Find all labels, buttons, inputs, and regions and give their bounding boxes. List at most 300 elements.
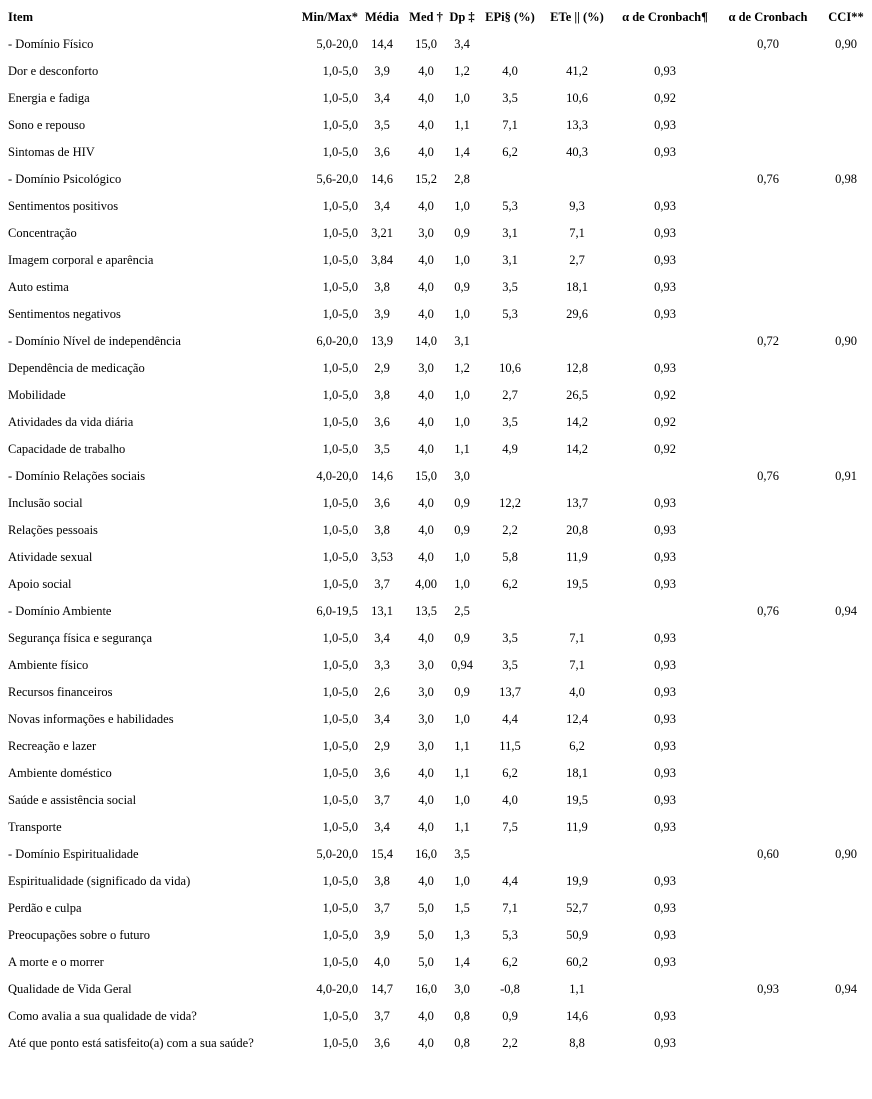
cell-epi: 5,8: [502, 550, 518, 564]
cell-med: 3,0: [418, 361, 434, 375]
cell-cci: [818, 274, 872, 301]
cell-minmax: 1,0-5,0: [322, 577, 358, 591]
cell-media: 3,3: [374, 658, 390, 672]
cell-alpha1: 0,92: [654, 442, 676, 456]
header-minmax: Min/Max*: [301, 10, 358, 24]
cell-item: Sentimentos positivos: [8, 199, 119, 213]
cell-item: Inclusão social: [8, 496, 83, 510]
cell-alpha2: [718, 220, 818, 247]
header-alpha-item: α de Cronbach¶: [622, 10, 708, 24]
cell-minmax: 1,0-5,0: [322, 361, 358, 375]
cell-cci: 0,90: [835, 334, 857, 348]
table-row-domain: [4, 463, 872, 490]
table-row: [4, 490, 872, 517]
cell-dp: 0,8: [454, 1036, 470, 1050]
cell-dp: 1,0: [454, 712, 470, 726]
cell-minmax: 1,0-5,0: [322, 388, 358, 402]
cell-media: 3,7: [374, 1009, 390, 1023]
cell-ete: 7,1: [569, 631, 585, 645]
cell-dp: 1,1: [454, 442, 470, 456]
cell-med: 5,0: [418, 901, 434, 915]
cell-media: 2,6: [374, 685, 390, 699]
cell-alpha1: 0,92: [654, 415, 676, 429]
cell-epi: 7,1: [502, 118, 518, 132]
cell-minmax: 1,0-5,0: [322, 91, 358, 105]
cell-cci: [818, 652, 872, 679]
cell-cci: [818, 220, 872, 247]
cell-minmax: 1,0-5,0: [322, 199, 358, 213]
cell-item: Qualidade de Vida Geral: [8, 982, 132, 996]
cell-minmax: 4,0-20,0: [316, 982, 358, 996]
cell-ete: 13,7: [566, 496, 588, 510]
cell-alpha1: 0,92: [654, 388, 676, 402]
cell-alpha2: [718, 247, 818, 274]
cell-alpha1: 0,93: [654, 280, 676, 294]
cell-alpha2: 0,70: [757, 37, 779, 51]
cell-minmax: 1,0-5,0: [322, 685, 358, 699]
cell-epi: 5,3: [502, 199, 518, 213]
cell-cci: 0,94: [835, 604, 857, 618]
cell-alpha1: 0,93: [654, 1009, 676, 1023]
table-row-domain: [4, 598, 872, 625]
cell-med: 16,0: [415, 982, 437, 996]
table-row: [4, 517, 872, 544]
cell-dp: 1,0: [454, 550, 470, 564]
cell-alpha2: [718, 517, 818, 544]
table-row: [4, 193, 872, 220]
cell-cci: [818, 247, 872, 274]
cell-epi: 2,2: [502, 523, 518, 537]
cell-minmax: 1,0-5,0: [322, 901, 358, 915]
cell-minmax: 5,0-20,0: [316, 847, 358, 861]
cell-dp: 1,0: [454, 793, 470, 807]
cell-cci: [818, 868, 872, 895]
cell-item: - Domínio Psicológico: [8, 172, 122, 186]
cell-minmax: 1,0-5,0: [322, 145, 358, 159]
cell-alpha2: 0,72: [757, 334, 779, 348]
cell-cci: [818, 490, 872, 517]
cell-alpha1: 0,93: [654, 631, 676, 645]
table-row: [4, 787, 872, 814]
cell-ete: 26,5: [566, 388, 588, 402]
cell-item: A morte e o morrer: [8, 955, 104, 969]
cell-med: 4,0: [418, 496, 434, 510]
cell-minmax: 1,0-5,0: [322, 307, 358, 321]
cell-alpha2: [718, 895, 818, 922]
cell-media: 3,21: [371, 226, 393, 240]
cell-minmax: 1,0-5,0: [322, 550, 358, 564]
table-row-domain: [4, 841, 872, 868]
cell-med: 4,0: [418, 145, 434, 159]
cell-dp: 1,0: [454, 388, 470, 402]
cell-alpha1: 0,93: [654, 793, 676, 807]
cell-alpha1: 0,93: [654, 361, 676, 375]
cell-minmax: 4,0-20,0: [316, 469, 358, 483]
cell-ete: 50,9: [566, 928, 588, 942]
cell-dp: 3,0: [454, 469, 470, 483]
cell-med: 4,0: [418, 64, 434, 78]
cell-dp: 1,1: [454, 118, 470, 132]
cell-media: 3,4: [374, 199, 390, 213]
cell-med: 15,2: [415, 172, 437, 186]
cell-epi: 7,5: [502, 820, 518, 834]
cell-med: 4,0: [418, 1009, 434, 1023]
cell-alpha2: [718, 814, 818, 841]
cell-cci: [818, 193, 872, 220]
cell-epi: 6,2: [502, 145, 518, 159]
cell-med: 3,0: [418, 739, 434, 753]
cell-minmax: 1,0-5,0: [322, 928, 358, 942]
cell-alpha2: [718, 1030, 818, 1057]
cell-cci: [818, 355, 872, 382]
cell-epi: 6,2: [502, 955, 518, 969]
cell-media: 3,6: [374, 496, 390, 510]
cell-med: 4,0: [418, 631, 434, 645]
cell-med: 4,0: [418, 442, 434, 456]
cell-media: 3,9: [374, 928, 390, 942]
table-row: [4, 922, 872, 949]
table-row: [4, 571, 872, 598]
cell-epi: 3,5: [502, 658, 518, 672]
cell-item: Auto estima: [8, 280, 69, 294]
cell-minmax: 1,0-5,0: [322, 253, 358, 267]
cell-item: Segurança física e segurança: [8, 631, 153, 645]
header-cci: CCI**: [828, 10, 864, 24]
cell-cci: 0,98: [835, 172, 857, 186]
cell-alpha2: [718, 625, 818, 652]
cell-alpha1: 0,93: [654, 739, 676, 753]
cell-alpha2: [718, 949, 818, 976]
cell-cci: [818, 625, 872, 652]
header-med: Med †: [409, 10, 443, 24]
cell-item: - Domínio Espiritualidade: [8, 847, 139, 861]
cell-item: Sentimentos negativos: [8, 307, 121, 321]
cell-media: 4,0: [374, 955, 390, 969]
cell-item: Novas informações e habilidades: [8, 712, 174, 726]
cell-dp: 1,2: [454, 64, 470, 78]
cell-dp: 1,1: [454, 820, 470, 834]
cell-epi: 6,2: [502, 577, 518, 591]
cell-item: Como avalia a sua qualidade de vida?: [8, 1009, 197, 1023]
cell-cci: [818, 571, 872, 598]
cell-dp: 1,5: [454, 901, 470, 915]
cell-alpha1: 0,93: [654, 901, 676, 915]
cell-alpha2: [718, 85, 818, 112]
cell-item: Concentração: [8, 226, 77, 240]
cell-item: Dor e desconforto: [8, 64, 99, 78]
cell-alpha1: 0,93: [654, 577, 676, 591]
cell-alpha1: [612, 976, 718, 1003]
cell-ete: 7,1: [569, 658, 585, 672]
cell-alpha2: [718, 652, 818, 679]
cell-cci: [818, 436, 872, 463]
cell-media: 15,4: [371, 847, 393, 861]
table-row-domain: [4, 31, 872, 58]
cell-ete: 20,8: [566, 523, 588, 537]
cell-alpha1: 0,93: [654, 928, 676, 942]
cell-item: - Domínio Relações sociais: [8, 469, 146, 483]
cell-alpha1: 0,93: [654, 64, 676, 78]
cell-cci: [818, 895, 872, 922]
cell-epi: -0,8: [500, 982, 520, 996]
cell-minmax: 6,0-19,5: [316, 604, 358, 618]
cell-epi: [478, 166, 542, 193]
table-row: [4, 247, 872, 274]
cell-epi: [478, 598, 542, 625]
cell-epi: 10,6: [499, 361, 521, 375]
cell-alpha2: [718, 193, 818, 220]
cell-media: 3,5: [374, 442, 390, 456]
cell-ete: 41,2: [566, 64, 588, 78]
cell-med: 4,0: [418, 523, 434, 537]
cell-item: Saúde e assistência social: [8, 793, 137, 807]
header-ete: ETe || (%): [550, 10, 604, 24]
cell-cci: [818, 139, 872, 166]
cell-alpha2: [718, 355, 818, 382]
cell-item: Dependência de medicação: [8, 361, 145, 375]
cell-media: 3,7: [374, 793, 390, 807]
cell-ete: 4,0: [569, 685, 585, 699]
cell-ete: 6,2: [569, 739, 585, 753]
cell-cci: [818, 382, 872, 409]
cell-alpha2: [718, 436, 818, 463]
cell-epi: 4,0: [502, 793, 518, 807]
cell-item: Atividades da vida diária: [8, 415, 134, 429]
cell-ete: 12,8: [566, 361, 588, 375]
table-row-domain: [4, 328, 872, 355]
cell-alpha1: 0,93: [654, 1036, 676, 1050]
cell-item: Transporte: [8, 820, 62, 834]
cell-cci: [818, 949, 872, 976]
cell-alpha2: 0,76: [757, 469, 779, 483]
cell-med: 4,0: [418, 91, 434, 105]
cell-alpha1: [612, 598, 718, 625]
cell-media: 3,8: [374, 874, 390, 888]
table-row: [4, 301, 872, 328]
cell-cci: [818, 922, 872, 949]
cell-minmax: 1,0-5,0: [322, 766, 358, 780]
cell-med: 4,0: [418, 766, 434, 780]
cell-alpha2: [718, 544, 818, 571]
cell-med: 3,0: [418, 226, 434, 240]
cell-alpha1: 0,93: [654, 496, 676, 510]
cell-alpha1: [612, 328, 718, 355]
cell-epi: 2,2: [502, 1036, 518, 1050]
cell-epi: 3,5: [502, 91, 518, 105]
cell-media: 3,6: [374, 145, 390, 159]
cell-minmax: 1,0-5,0: [322, 820, 358, 834]
cell-epi: 2,7: [502, 388, 518, 402]
cell-dp: 1,2: [454, 361, 470, 375]
table-row: [4, 652, 872, 679]
cell-minmax: 1,0-5,0: [322, 64, 358, 78]
cell-minmax: 1,0-5,0: [322, 739, 358, 753]
cell-med: 4,0: [418, 874, 434, 888]
cell-dp: 3,1: [454, 334, 470, 348]
header-dp: Dp ‡: [449, 10, 475, 24]
cell-epi: [478, 328, 542, 355]
cell-alpha1: 0,93: [654, 955, 676, 969]
cell-cci: [818, 787, 872, 814]
header-item: Item: [8, 10, 33, 24]
table-row: [4, 355, 872, 382]
cell-media: 3,9: [374, 64, 390, 78]
cell-dp: 0,9: [454, 523, 470, 537]
cell-ete: 2,7: [569, 253, 585, 267]
cell-dp: 1,0: [454, 307, 470, 321]
cell-alpha2: [718, 139, 818, 166]
table-row: [4, 733, 872, 760]
cell-med: 3,0: [418, 712, 434, 726]
cell-alpha2: 0,76: [757, 172, 779, 186]
cell-cci: [818, 760, 872, 787]
cell-med: 4,0: [418, 388, 434, 402]
cell-med: 13,5: [415, 604, 437, 618]
cell-alpha1: 0,93: [654, 199, 676, 213]
cell-alpha2: [718, 58, 818, 85]
cell-cci: [818, 1030, 872, 1057]
cell-dp: 0,9: [454, 496, 470, 510]
cell-media: 13,9: [371, 334, 393, 348]
cell-minmax: 1,0-5,0: [322, 442, 358, 456]
cell-cci: [818, 517, 872, 544]
cell-ete: [542, 463, 612, 490]
cell-med: 4,0: [418, 253, 434, 267]
cell-media: 3,4: [374, 712, 390, 726]
cell-alpha1: 0,93: [654, 523, 676, 537]
cell-item: Ambiente doméstico: [8, 766, 112, 780]
table-row: [4, 409, 872, 436]
cell-alpha2: 0,76: [757, 604, 779, 618]
cell-cci: [818, 85, 872, 112]
cell-ete: 11,9: [566, 820, 588, 834]
cell-ete: 12,4: [566, 712, 588, 726]
cell-dp: 1,0: [454, 577, 470, 591]
cell-minmax: 5,6-20,0: [316, 172, 358, 186]
cell-alpha2: [718, 733, 818, 760]
cell-item: Preocupações sobre o futuro: [8, 928, 150, 942]
table-row: [4, 949, 872, 976]
cell-ete: 29,6: [566, 307, 588, 321]
cell-dp: 1,0: [454, 91, 470, 105]
cell-media: 3,7: [374, 577, 390, 591]
cell-media: 14,7: [371, 982, 393, 996]
cell-item: Recursos financeiros: [8, 685, 113, 699]
cell-media: 3,53: [371, 550, 393, 564]
cell-ete: 19,9: [566, 874, 588, 888]
cell-media: 3,7: [374, 901, 390, 915]
cell-dp: 3,4: [454, 37, 470, 51]
cell-ete: 14,2: [566, 415, 588, 429]
cell-ete: 52,7: [566, 901, 588, 915]
table-body: [4, 31, 872, 1057]
cell-alpha2: [718, 1003, 818, 1030]
cell-item: Perdão e culpa: [8, 901, 82, 915]
results-table: [4, 4, 872, 1057]
cell-epi: 4,0: [502, 64, 518, 78]
cell-cci: [818, 733, 872, 760]
cell-cci: [818, 679, 872, 706]
cell-dp: 0,9: [454, 226, 470, 240]
cell-dp: 3,0: [454, 982, 470, 996]
cell-epi: 11,5: [499, 739, 521, 753]
cell-minmax: 1,0-5,0: [322, 226, 358, 240]
cell-media: 3,8: [374, 280, 390, 294]
cell-alpha1: 0,93: [654, 118, 676, 132]
cell-epi: 6,2: [502, 766, 518, 780]
cell-item: Imagem corporal e aparência: [8, 253, 154, 267]
cell-med: 16,0: [415, 847, 437, 861]
cell-dp: 1,1: [454, 739, 470, 753]
cell-med: 4,0: [418, 415, 434, 429]
cell-epi: 3,1: [502, 253, 518, 267]
cell-item: Espiritualidade (significado da vida): [8, 874, 191, 888]
cell-epi: 5,3: [502, 307, 518, 321]
cell-alpha1: 0,93: [654, 712, 676, 726]
cell-dp: 1,4: [454, 955, 470, 969]
cell-epi: 7,1: [502, 901, 518, 915]
cell-dp: 1,3: [454, 928, 470, 942]
cell-epi: 12,2: [499, 496, 521, 510]
cell-cci: [818, 58, 872, 85]
cell-alpha2: [718, 760, 818, 787]
cell-minmax: 1,0-5,0: [322, 712, 358, 726]
cell-minmax: 1,0-5,0: [322, 955, 358, 969]
cell-ete: 18,1: [566, 766, 588, 780]
cell-dp: 1,0: [454, 874, 470, 888]
cell-dp: 0,9: [454, 280, 470, 294]
cell-med: 4,0: [418, 1036, 434, 1050]
cell-media: 14,4: [371, 37, 393, 51]
cell-item: Ambiente físico: [8, 658, 89, 672]
cell-dp: 1,0: [454, 199, 470, 213]
cell-epi: 3,5: [502, 415, 518, 429]
table-row: [4, 814, 872, 841]
cell-alpha2: [718, 274, 818, 301]
cell-epi: 0,9: [502, 1009, 518, 1023]
cell-dp: 3,5: [454, 847, 470, 861]
cell-media: 3,84: [371, 253, 393, 267]
cell-ete: 40,3: [566, 145, 588, 159]
cell-epi: 13,7: [499, 685, 521, 699]
cell-ete: 11,9: [566, 550, 588, 564]
cell-alpha1: 0,93: [654, 145, 676, 159]
cell-alpha2: [718, 571, 818, 598]
cell-ete: [542, 31, 612, 58]
cell-med: 4,0: [418, 118, 434, 132]
cell-dp: 0,94: [451, 658, 473, 672]
cell-item: Sintomas de HIV: [8, 145, 95, 159]
cell-alpha1: 0,93: [654, 550, 676, 564]
cell-ete: 19,5: [566, 577, 588, 591]
cell-item: - Domínio Nível de independência: [8, 334, 181, 348]
cell-med: 4,0: [418, 307, 434, 321]
table-row: [4, 706, 872, 733]
cell-dp: 0,9: [454, 631, 470, 645]
table-row: [4, 679, 872, 706]
cell-alpha2: [718, 301, 818, 328]
table-row: [4, 436, 872, 463]
cell-minmax: 6,0-20,0: [316, 334, 358, 348]
cell-minmax: 1,0-5,0: [322, 874, 358, 888]
cell-media: 3,8: [374, 388, 390, 402]
cell-epi: 4,4: [502, 712, 518, 726]
cell-media: 3,6: [374, 1036, 390, 1050]
cell-alpha1: 0,93: [654, 766, 676, 780]
cell-media: 3,6: [374, 766, 390, 780]
cell-epi: 5,3: [502, 928, 518, 942]
cell-dp: 1,1: [454, 766, 470, 780]
